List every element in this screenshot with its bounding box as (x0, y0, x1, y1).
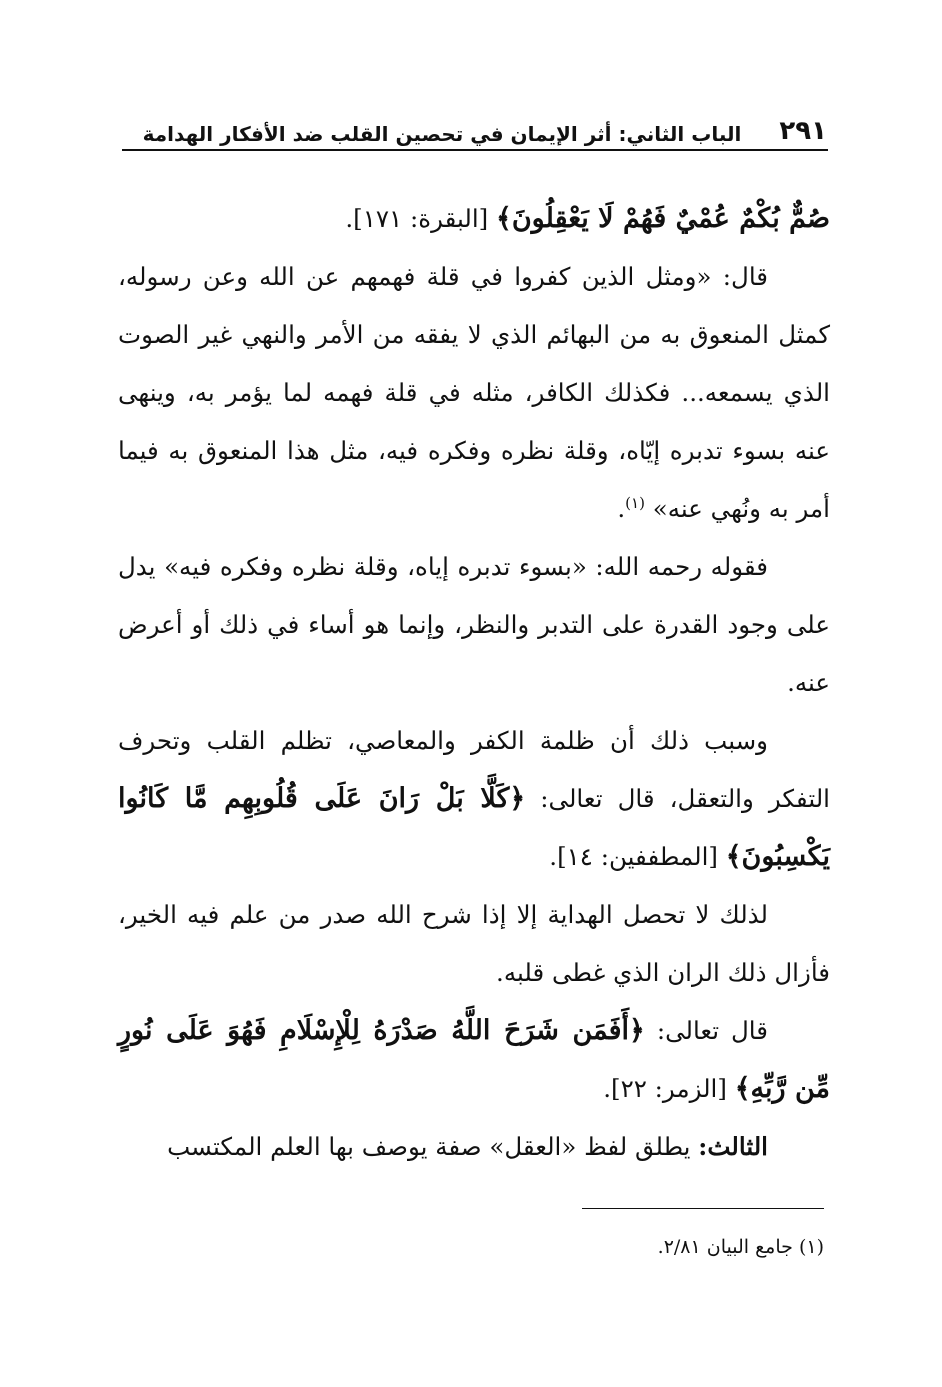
quran-verse-1: صُمٌّ بُكْمٌ عُمْيٌ فَهُمْ لَا يَعْقِلُونَ﴾ (496, 203, 830, 234)
footnote-rule (582, 1208, 824, 1209)
verse-1-reference: [البقرة: ١٧١]. (345, 204, 489, 233)
page-header (122, 112, 827, 146)
paragraph-1-end: . (617, 494, 626, 523)
paragraph-6-text: يطلق لفظ «العقل» صفة يوصف بها العلم المكتسب (167, 1132, 691, 1161)
paragraph-3-text: وسبب ذلك أن ظلمة الكفر والمعاصي، تظلم القلب وتحرف التفكر والتعقل، قال تعالى: (118, 726, 830, 813)
paragraph-1-text: قال: «ومثل الذين كفروا في قلة فهمهم عن الله وعن رسوله، كمثل المنعوق به من البهائم الذي لا يفقه من الأمر والنهي غير الصوت الذي يسمعه... فكذلك الكافر، مثله في قلة فهمه لما يؤمر به، وينهى عنه بسوء تدبره إيّاه، وقلة نظره وفكره فيه، مثل هذا المنعوق به فيما أمر به ونُهي عنه» (118, 262, 830, 523)
page-number: ٢٩١ (779, 116, 827, 146)
paragraph-1 (118, 248, 830, 538)
quran-verse-2: ﴿كَلَّا بَلْ رَانَ عَلَى قُلُوبِهِم مَّا كَانُوا يَكْسِبُونَ﴾ (118, 783, 830, 872)
paragraph-6 (118, 1118, 830, 1176)
paragraph-4-text: لذلك لا تحصل الهداية إلا إذا شرح الله صدر من علم فيه الخير، فأزال ذلك الران الذي غطى قلبه. (118, 900, 830, 987)
verse-paragraph-1 (118, 190, 830, 248)
footnote-marker: (١) (625, 493, 645, 512)
verse-3-reference: [الزمر: ٢٢]. (603, 1074, 727, 1103)
main-text (118, 190, 830, 1176)
paragraph-5-text: قال تعالى: (656, 1016, 768, 1045)
paragraph-2-text: فقوله رحمه الله: «بسوء تدبره إياه، وقلة نظره وفكره فيه» يدل على وجود القدرة على التدبر والنظر، وإنما هو أساء في ذلك أو أعرض عنه. (118, 552, 830, 697)
paragraph-2 (118, 538, 830, 712)
header-rule (122, 149, 828, 151)
verse-2-reference: [المطففين: ١٤]. (549, 842, 718, 871)
paragraph-5 (118, 1002, 830, 1118)
footnote: (١) جامع البيان ٢/٨١. (657, 1236, 824, 1258)
paragraph-4 (118, 886, 830, 1002)
paragraph-3 (118, 712, 830, 886)
quran-verse-3: ﴿أَفَمَن شَرَحَ اللَّهُ صَدْرَهُ لِلْإِسْلَامِ فَهُوَ عَلَى نُورٍ مِّن رَّبِّهِ﴾ (118, 1015, 830, 1104)
paragraph-6-lead: الثالث: (698, 1132, 768, 1161)
running-title: الباب الثاني: أثر الإيمان في تحصين القلب ضد الأفكار الهدامة (142, 122, 742, 146)
